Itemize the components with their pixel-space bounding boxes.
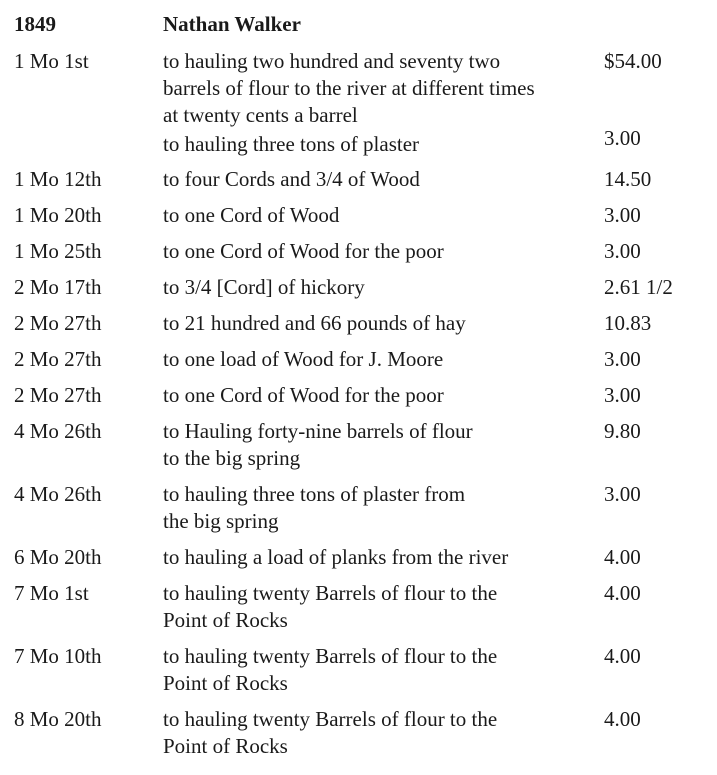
entry-amount: 3.00 — [604, 126, 641, 150]
entry-date: 2 Mo 27th — [14, 383, 102, 407]
entry-amount: 4.00 — [604, 545, 641, 569]
entry-amount: 3.00 — [604, 482, 641, 506]
entry-date: 4 Mo 26th — [14, 419, 102, 443]
entry-description: to hauling three tons of plaster from the big spring — [163, 482, 466, 533]
entry-description: to hauling a load of planks from the river — [163, 545, 509, 569]
entry-description: to four Cords and 3/4 of Wood — [163, 167, 420, 191]
entry-description: to one Cord of Wood for the poor — [163, 239, 444, 263]
entry-description: to hauling twenty Barrels of flour to the Point of Rocks — [163, 581, 498, 632]
entry-description: to one Cord of Wood — [163, 203, 340, 227]
entry-amount: 4.00 — [604, 581, 641, 605]
entry-date: 1 Mo 1st — [14, 49, 89, 73]
entry-amount: 3.00 — [604, 203, 641, 227]
entry-date: 2 Mo 27th — [14, 347, 102, 371]
entry-description: to Hauling forty-nine barrels of flour to the big spring — [163, 419, 473, 470]
entry-amount: 3.00 — [604, 239, 641, 263]
entry-description: to one Cord of Wood for the poor — [163, 383, 444, 407]
entry-amount: 10.83 — [604, 311, 652, 335]
entry-amount: $54.00 — [604, 49, 662, 73]
entry-description: to hauling twenty Barrels of flour to the Point of Rocks — [163, 707, 498, 758]
entry-date: 1 Mo 20th — [14, 203, 102, 227]
entry-amount: 2.61 1/2 — [604, 275, 673, 299]
entry-description: to hauling twenty Barrels of flour to the Point of Rocks — [163, 644, 498, 695]
entry-amount: 3.00 — [604, 383, 641, 407]
entry-date: 2 Mo 27th — [14, 311, 102, 335]
entry-date: 4 Mo 26th — [14, 482, 102, 506]
entry-date: 7 Mo 1st — [14, 581, 89, 605]
entry-description: to 21 hundred and 66 pounds of hay — [163, 311, 466, 335]
entry-description: to 3/4 [Cord] of hickory — [163, 275, 365, 299]
entry-amount: 4.00 — [604, 707, 641, 731]
entry-description: to hauling three tons of plaster — [163, 132, 420, 156]
entry-date: 6 Mo 20th — [14, 545, 102, 569]
entry-date: 7 Mo 10th — [14, 644, 102, 668]
ledger-year: 1849 — [14, 12, 56, 36]
entry-amount: 9.80 — [604, 419, 641, 443]
entry-date: 1 Mo 25th — [14, 239, 102, 263]
account-holder-name: Nathan Walker — [163, 12, 301, 36]
entry-amount: 4.00 — [604, 644, 641, 668]
entry-date: 1 Mo 12th — [14, 167, 102, 191]
entry-amount: 14.50 — [604, 167, 652, 191]
entry-description: to hauling two hundred and seventy two barrels of flour to the river at different times at twenty cents a barrel — [163, 49, 535, 127]
entry-date: 8 Mo 20th — [14, 707, 102, 731]
entry-amount: 3.00 — [604, 347, 641, 371]
entry-description: to one load of Wood for J. Moore — [163, 347, 444, 371]
entry-date: 2 Mo 17th — [14, 275, 102, 299]
